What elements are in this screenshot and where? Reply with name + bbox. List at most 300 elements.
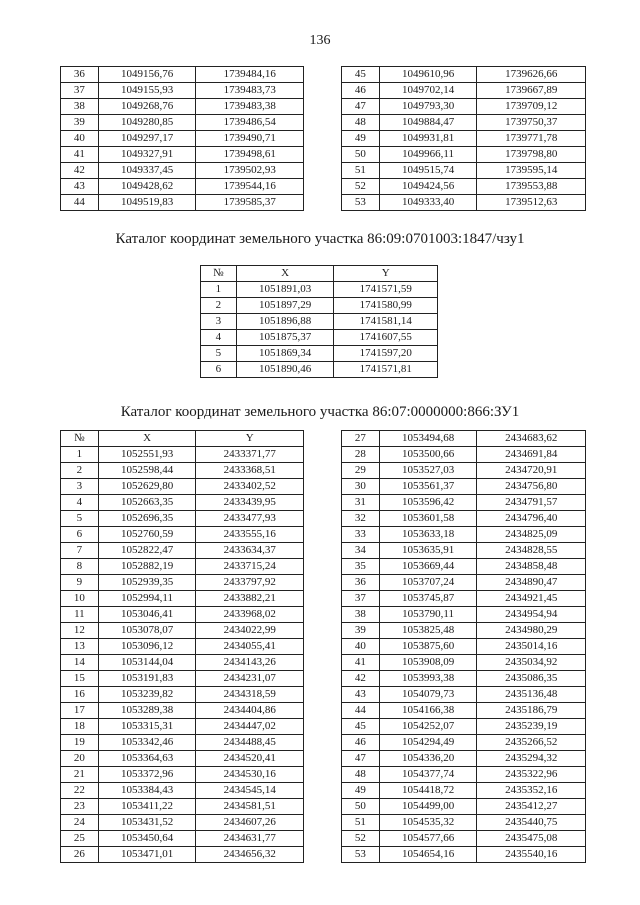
y-coordinate: 2434791,57 xyxy=(477,495,586,511)
y-coordinate: 1739667,89 xyxy=(477,83,586,99)
table-row xyxy=(342,115,586,131)
point-number: 28 xyxy=(342,447,380,463)
y-coordinate: 1739486,54 xyxy=(196,115,304,131)
coords-table-section2-left xyxy=(60,430,304,863)
x-coordinate: 1054252,07 xyxy=(379,719,477,735)
y-coordinate: 2434980,29 xyxy=(477,623,586,639)
x-coordinate: 1053790,11 xyxy=(379,607,477,623)
table-row xyxy=(342,767,586,783)
y-coordinate: 2433477,93 xyxy=(196,511,304,527)
y-coordinate: 2435440,75 xyxy=(477,815,586,831)
table-row xyxy=(201,282,438,298)
y-coordinate: 1739498,61 xyxy=(196,147,304,163)
point-number: 45 xyxy=(342,719,380,735)
table-row xyxy=(342,639,586,655)
point-number: 1 xyxy=(201,282,237,298)
y-coordinate: 2434607,26 xyxy=(196,815,304,831)
point-number: 35 xyxy=(342,559,380,575)
x-coordinate: 1049428,62 xyxy=(98,179,196,195)
point-number: 3 xyxy=(61,479,99,495)
x-coordinate: 1051875,37 xyxy=(236,330,334,346)
point-number: 4 xyxy=(201,330,237,346)
x-coordinate: 1053471,01 xyxy=(98,847,196,863)
table-row xyxy=(342,815,586,831)
x-coordinate: 1054418,72 xyxy=(379,783,477,799)
point-number: 6 xyxy=(201,362,237,378)
table-row xyxy=(61,67,304,83)
x-coordinate: 1053633,18 xyxy=(379,527,477,543)
y-coordinate: 2433882,21 xyxy=(196,591,304,607)
section-caption: Каталог координат земельного участка 86:07:0000000:866:ЗУ1 xyxy=(120,404,520,420)
point-number: 6 xyxy=(61,527,99,543)
y-coordinate: 1739544,16 xyxy=(196,179,304,195)
point-number: 21 xyxy=(61,767,99,783)
table-row xyxy=(61,559,304,575)
table-body xyxy=(342,67,586,211)
x-coordinate: 1051896,88 xyxy=(236,314,334,330)
table-row xyxy=(342,719,586,735)
y-coordinate: 2433797,92 xyxy=(196,575,304,591)
table-row xyxy=(342,655,586,671)
table-row xyxy=(61,831,304,847)
table-row xyxy=(342,179,586,195)
table-row xyxy=(342,783,586,799)
x-coordinate: 1053669,44 xyxy=(379,559,477,575)
y-coordinate: 2433439,95 xyxy=(196,495,304,511)
x-coordinate: 1053494,68 xyxy=(379,431,477,447)
y-coordinate: 2434022,99 xyxy=(196,623,304,639)
table-row xyxy=(342,195,586,211)
table-row xyxy=(342,479,586,495)
table-row xyxy=(342,735,586,751)
x-coordinate: 1052598,44 xyxy=(98,463,196,479)
y-coordinate: 2434404,86 xyxy=(196,703,304,719)
point-number: 4 xyxy=(61,495,99,511)
y-coordinate: 2434318,59 xyxy=(196,687,304,703)
point-number: 51 xyxy=(342,163,380,179)
point-number: 37 xyxy=(61,83,99,99)
table-row xyxy=(61,495,304,511)
header-y: Y xyxy=(334,266,438,282)
x-coordinate: 1054166,38 xyxy=(379,703,477,719)
y-coordinate: 1739595,14 xyxy=(477,163,586,179)
y-coordinate: 1741571,81 xyxy=(334,362,438,378)
point-number: 39 xyxy=(342,623,380,639)
table-row xyxy=(201,346,438,362)
point-number: 41 xyxy=(342,655,380,671)
point-number: 32 xyxy=(342,511,380,527)
x-coordinate: 1051891,03 xyxy=(236,282,334,298)
y-coordinate: 2434858,48 xyxy=(477,559,586,575)
point-number: 5 xyxy=(201,346,237,362)
table-row xyxy=(342,831,586,847)
point-number: 50 xyxy=(342,147,380,163)
x-coordinate: 1053372,96 xyxy=(98,767,196,783)
x-coordinate: 1053364,63 xyxy=(98,751,196,767)
y-coordinate: 1741607,55 xyxy=(334,330,438,346)
y-coordinate: 2434143,26 xyxy=(196,655,304,671)
x-coordinate: 1054654,16 xyxy=(379,847,477,863)
y-coordinate: 2435266,52 xyxy=(477,735,586,751)
point-number: 52 xyxy=(342,831,380,847)
table-row xyxy=(61,815,304,831)
point-number: 43 xyxy=(342,687,380,703)
point-number: 15 xyxy=(61,671,99,687)
point-number: 44 xyxy=(342,703,380,719)
table-row xyxy=(61,639,304,655)
table-row xyxy=(61,767,304,783)
y-coordinate: 2434488,45 xyxy=(196,735,304,751)
x-coordinate: 1049702,14 xyxy=(379,83,477,99)
table-row xyxy=(61,655,304,671)
point-number: 19 xyxy=(61,735,99,751)
table-row xyxy=(342,527,586,543)
x-coordinate: 1053635,91 xyxy=(379,543,477,559)
x-coordinate: 1053315,31 xyxy=(98,719,196,735)
y-coordinate: 1741581,14 xyxy=(334,314,438,330)
point-number: 2 xyxy=(201,298,237,314)
x-coordinate: 1049793,30 xyxy=(379,99,477,115)
table-row xyxy=(342,67,586,83)
table-row xyxy=(61,163,304,179)
table-row xyxy=(61,607,304,623)
y-coordinate: 2434631,77 xyxy=(196,831,304,847)
table-row xyxy=(342,751,586,767)
point-number: 26 xyxy=(61,847,99,863)
x-coordinate: 1049337,45 xyxy=(98,163,196,179)
x-coordinate: 1053431,52 xyxy=(98,815,196,831)
coords-table-section1 xyxy=(200,265,438,378)
point-number: 2 xyxy=(61,463,99,479)
table-row xyxy=(61,719,304,735)
x-coordinate: 1052939,35 xyxy=(98,575,196,591)
y-coordinate: 2433634,37 xyxy=(196,543,304,559)
table-row xyxy=(61,479,304,495)
point-number: 9 xyxy=(61,575,99,591)
x-coordinate: 1054499,00 xyxy=(379,799,477,815)
table-row xyxy=(61,83,304,99)
x-coordinate: 1053500,66 xyxy=(379,447,477,463)
x-coordinate: 1054294,49 xyxy=(379,735,477,751)
x-coordinate: 1053527,03 xyxy=(379,463,477,479)
y-coordinate: 2434756,80 xyxy=(477,479,586,495)
point-number: 46 xyxy=(342,83,380,99)
table-row xyxy=(342,623,586,639)
y-coordinate: 2433368,51 xyxy=(196,463,304,479)
y-coordinate: 2434890,47 xyxy=(477,575,586,591)
table-body xyxy=(201,282,438,378)
x-coordinate: 1052822,47 xyxy=(98,543,196,559)
y-coordinate: 1739490,71 xyxy=(196,131,304,147)
y-coordinate: 1739709,12 xyxy=(477,99,586,115)
x-coordinate: 1049297,17 xyxy=(98,131,196,147)
point-number: 14 xyxy=(61,655,99,671)
y-coordinate: 2434520,41 xyxy=(196,751,304,767)
y-coordinate: 2433402,52 xyxy=(196,479,304,495)
y-coordinate: 2434921,45 xyxy=(477,591,586,607)
point-number: 40 xyxy=(61,131,99,147)
table-row xyxy=(342,495,586,511)
x-coordinate: 1053993,38 xyxy=(379,671,477,687)
table-header xyxy=(201,266,438,282)
table-row xyxy=(61,735,304,751)
table-row xyxy=(342,131,586,147)
y-coordinate: 2435294,32 xyxy=(477,751,586,767)
point-number: 51 xyxy=(342,815,380,831)
point-number: 38 xyxy=(61,99,99,115)
point-number: 31 xyxy=(342,495,380,511)
y-coordinate: 2434447,02 xyxy=(196,719,304,735)
table-row xyxy=(61,847,304,863)
y-coordinate: 2435239,19 xyxy=(477,719,586,735)
point-number: 25 xyxy=(61,831,99,847)
point-number: 50 xyxy=(342,799,380,815)
table-row xyxy=(201,314,438,330)
x-coordinate: 1049424,56 xyxy=(379,179,477,195)
header-number: № xyxy=(201,266,237,282)
table-row xyxy=(61,623,304,639)
point-number: 49 xyxy=(342,783,380,799)
table-body xyxy=(61,67,304,211)
y-coordinate: 2434954,94 xyxy=(477,607,586,623)
x-coordinate: 1049610,96 xyxy=(379,67,477,83)
point-number: 3 xyxy=(201,314,237,330)
y-coordinate: 1739750,37 xyxy=(477,115,586,131)
point-number: 5 xyxy=(61,511,99,527)
point-number: 43 xyxy=(61,179,99,195)
point-number: 53 xyxy=(342,847,380,863)
x-coordinate: 1053289,38 xyxy=(98,703,196,719)
y-coordinate: 2435322,96 xyxy=(477,767,586,783)
x-coordinate: 1054079,73 xyxy=(379,687,477,703)
point-number: 37 xyxy=(342,591,380,607)
y-coordinate: 2434656,32 xyxy=(196,847,304,863)
x-coordinate: 1053596,42 xyxy=(379,495,477,511)
table-row xyxy=(342,543,586,559)
y-coordinate: 1741580,99 xyxy=(334,298,438,314)
y-coordinate: 1739553,88 xyxy=(477,179,586,195)
table-row xyxy=(61,703,304,719)
x-coordinate: 1053745,87 xyxy=(379,591,477,607)
y-coordinate: 2434825,09 xyxy=(477,527,586,543)
x-coordinate: 1049327,91 xyxy=(98,147,196,163)
y-coordinate: 2434231,07 xyxy=(196,671,304,687)
y-coordinate: 2434545,14 xyxy=(196,783,304,799)
point-number: 36 xyxy=(342,575,380,591)
point-number: 36 xyxy=(61,67,99,83)
table-row xyxy=(342,511,586,527)
table-body xyxy=(61,447,304,863)
y-coordinate: 1739512,63 xyxy=(477,195,586,211)
table-row xyxy=(342,559,586,575)
table-body xyxy=(342,431,586,863)
x-coordinate: 1053096,12 xyxy=(98,639,196,655)
table-row xyxy=(61,687,304,703)
x-coordinate: 1049156,76 xyxy=(98,67,196,83)
y-coordinate: 2433555,16 xyxy=(196,527,304,543)
x-coordinate: 1053144,04 xyxy=(98,655,196,671)
table-row xyxy=(342,671,586,687)
y-coordinate: 2434720,91 xyxy=(477,463,586,479)
x-coordinate: 1049280,85 xyxy=(98,115,196,131)
point-number: 22 xyxy=(61,783,99,799)
x-coordinate: 1052760,59 xyxy=(98,527,196,543)
x-coordinate: 1052551,93 xyxy=(98,447,196,463)
y-coordinate: 2435086,35 xyxy=(477,671,586,687)
y-coordinate: 1739483,73 xyxy=(196,83,304,99)
table-row xyxy=(342,163,586,179)
y-coordinate: 2434055,41 xyxy=(196,639,304,655)
point-number: 48 xyxy=(342,115,380,131)
point-number: 16 xyxy=(61,687,99,703)
y-coordinate: 2434683,62 xyxy=(477,431,586,447)
x-coordinate: 1051897,29 xyxy=(236,298,334,314)
point-number: 10 xyxy=(61,591,99,607)
point-number: 49 xyxy=(342,131,380,147)
coords-table-section2-right xyxy=(341,430,586,863)
y-coordinate: 2435412,27 xyxy=(477,799,586,815)
point-number: 44 xyxy=(61,195,99,211)
table-row xyxy=(61,543,304,559)
point-number: 53 xyxy=(342,195,380,211)
table-row xyxy=(61,131,304,147)
x-coordinate: 1051890,46 xyxy=(236,362,334,378)
table-row xyxy=(61,527,304,543)
table-row xyxy=(342,591,586,607)
point-number: 52 xyxy=(342,179,380,195)
x-coordinate: 1053046,41 xyxy=(98,607,196,623)
y-coordinate: 2435540,16 xyxy=(477,847,586,863)
table-row xyxy=(342,703,586,719)
x-coordinate: 1054535,32 xyxy=(379,815,477,831)
y-coordinate: 2435136,48 xyxy=(477,687,586,703)
x-coordinate: 1049333,40 xyxy=(379,195,477,211)
point-number: 42 xyxy=(61,163,99,179)
table-row xyxy=(342,99,586,115)
point-number: 39 xyxy=(61,115,99,131)
y-coordinate: 1739502,93 xyxy=(196,163,304,179)
table-row xyxy=(342,463,586,479)
table-row xyxy=(201,362,438,378)
header-row xyxy=(61,431,304,447)
table-row xyxy=(61,671,304,687)
coords-table-top-right xyxy=(341,66,586,211)
y-coordinate: 2434796,40 xyxy=(477,511,586,527)
point-number: 47 xyxy=(342,751,380,767)
table-row xyxy=(61,799,304,815)
point-number: 18 xyxy=(61,719,99,735)
table-row xyxy=(201,298,438,314)
table-row xyxy=(61,783,304,799)
point-number: 29 xyxy=(342,463,380,479)
table-row xyxy=(342,447,586,463)
table-row xyxy=(61,575,304,591)
y-coordinate: 2435014,16 xyxy=(477,639,586,655)
point-number: 24 xyxy=(61,815,99,831)
point-number: 40 xyxy=(342,639,380,655)
header-x: X xyxy=(236,266,334,282)
table-row xyxy=(61,751,304,767)
x-coordinate: 1049155,93 xyxy=(98,83,196,99)
header-row xyxy=(201,266,438,282)
x-coordinate: 1053707,24 xyxy=(379,575,477,591)
x-coordinate: 1054577,66 xyxy=(379,831,477,847)
table-row xyxy=(61,511,304,527)
table-row xyxy=(201,330,438,346)
table-row xyxy=(342,147,586,163)
x-coordinate: 1053601,58 xyxy=(379,511,477,527)
x-coordinate: 1053411,22 xyxy=(98,799,196,815)
point-number: 13 xyxy=(61,639,99,655)
x-coordinate: 1054336,20 xyxy=(379,751,477,767)
x-coordinate: 1053191,83 xyxy=(98,671,196,687)
x-coordinate: 1053450,64 xyxy=(98,831,196,847)
x-coordinate: 1052882,19 xyxy=(98,559,196,575)
x-coordinate: 1053078,07 xyxy=(98,623,196,639)
point-number: 17 xyxy=(61,703,99,719)
y-coordinate: 1739484,16 xyxy=(196,67,304,83)
coords-table-top-left xyxy=(60,66,304,211)
x-coordinate: 1049966,11 xyxy=(379,147,477,163)
y-coordinate: 1741571,59 xyxy=(334,282,438,298)
x-coordinate: 1053908,09 xyxy=(379,655,477,671)
point-number: 7 xyxy=(61,543,99,559)
y-coordinate: 2434691,84 xyxy=(477,447,586,463)
x-coordinate: 1053825,48 xyxy=(379,623,477,639)
y-coordinate: 2433715,24 xyxy=(196,559,304,575)
table-row xyxy=(61,115,304,131)
y-coordinate: 2433968,02 xyxy=(196,607,304,623)
point-number: 1 xyxy=(61,447,99,463)
section-caption: Каталог координат земельного участка 86:09:0701003:1847/чзу1 xyxy=(115,231,525,247)
x-coordinate: 1049931,81 xyxy=(379,131,477,147)
point-number: 47 xyxy=(342,99,380,115)
point-number: 27 xyxy=(342,431,380,447)
x-coordinate: 1052994,11 xyxy=(98,591,196,607)
point-number: 46 xyxy=(342,735,380,751)
point-number: 23 xyxy=(61,799,99,815)
table-row xyxy=(342,799,586,815)
x-coordinate: 1053239,82 xyxy=(98,687,196,703)
point-number: 30 xyxy=(342,479,380,495)
point-number: 38 xyxy=(342,607,380,623)
x-coordinate: 1052663,35 xyxy=(98,495,196,511)
x-coordinate: 1052629,80 xyxy=(98,479,196,495)
x-coordinate: 1053342,46 xyxy=(98,735,196,751)
table-row xyxy=(61,99,304,115)
point-number: 8 xyxy=(61,559,99,575)
table-row xyxy=(61,591,304,607)
x-coordinate: 1051869,34 xyxy=(236,346,334,362)
y-coordinate: 2434581,51 xyxy=(196,799,304,815)
table-row xyxy=(342,607,586,623)
table-row xyxy=(342,83,586,99)
header-x: X xyxy=(98,431,196,447)
table-header xyxy=(61,431,304,447)
table-row xyxy=(342,687,586,703)
x-coordinate: 1049884,47 xyxy=(379,115,477,131)
y-coordinate: 1739585,37 xyxy=(196,195,304,211)
y-coordinate: 2433371,77 xyxy=(196,447,304,463)
header-y: Y xyxy=(196,431,304,447)
x-coordinate: 1049268,76 xyxy=(98,99,196,115)
y-coordinate: 2435352,16 xyxy=(477,783,586,799)
y-coordinate: 1739771,78 xyxy=(477,131,586,147)
y-coordinate: 1739483,38 xyxy=(196,99,304,115)
point-number: 48 xyxy=(342,767,380,783)
point-number: 42 xyxy=(342,671,380,687)
table-row xyxy=(342,431,586,447)
